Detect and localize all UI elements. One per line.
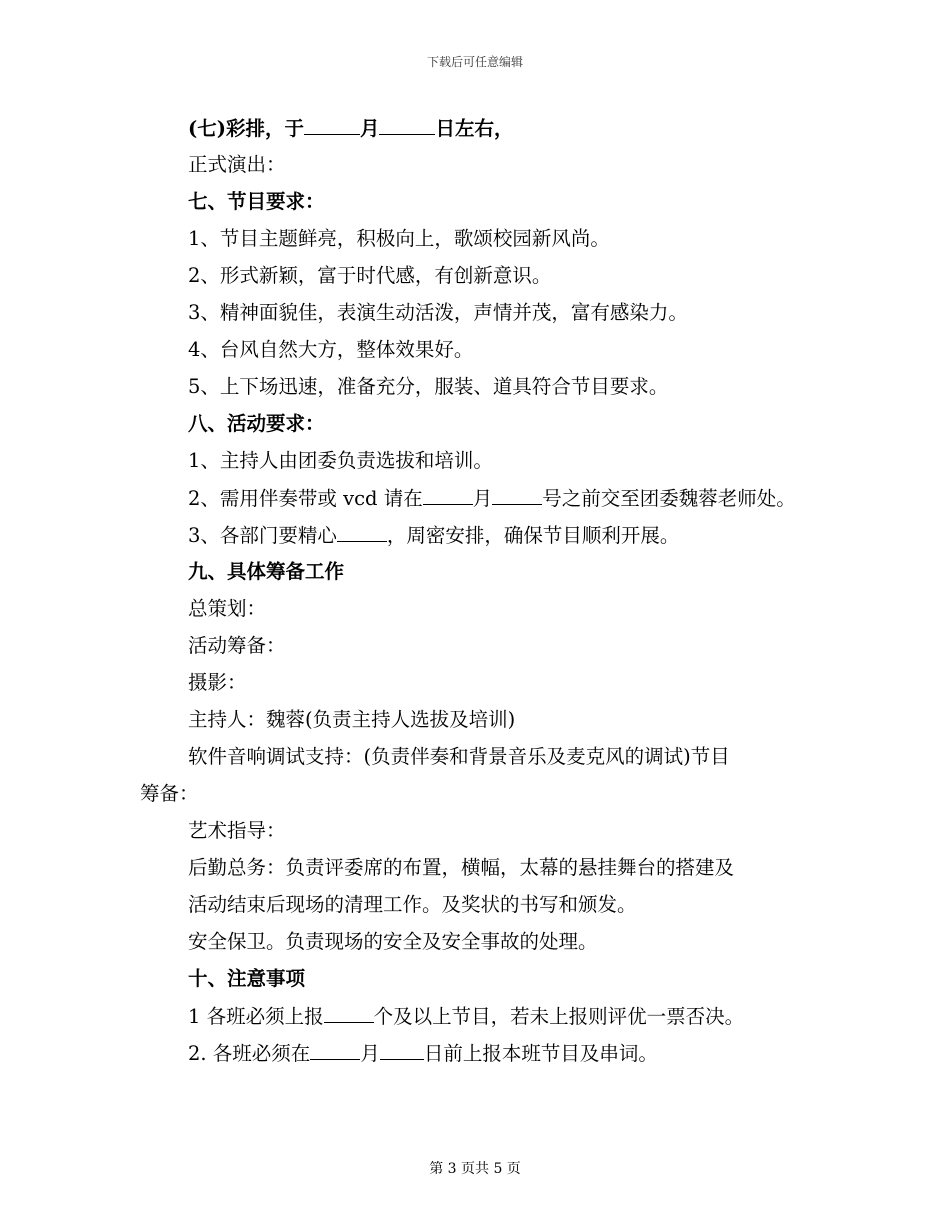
- paragraph: 活动筹备：: [188, 634, 286, 657]
- paragraph: 安全保卫。负责现场的安全及安全事故的处理。: [188, 930, 598, 953]
- text: 2、需用伴奏带或 vcd 请在: [188, 487, 423, 510]
- blank-field: [380, 1041, 424, 1060]
- text: 2. 各班必须在: [188, 1042, 311, 1065]
- paragraph: 主持人：魏蓉(负责主持人选拔及培训): [188, 708, 516, 731]
- text: 号之前交至团委魏蓉老师处。: [542, 487, 796, 510]
- paragraph: 总策划：: [188, 597, 267, 620]
- page-header: 下载后可任意编辑: [426, 55, 523, 69]
- list-item: 1、主持人由团委负责选拔和培训。: [188, 449, 493, 472]
- text: 3、各部门要精心: [188, 524, 337, 547]
- text: ，周密安排，确保节目顺利开展。: [386, 524, 680, 547]
- list-item: [188, 1004, 744, 1029]
- text: 月: [359, 117, 380, 140]
- page-footer: 第 3 页共 5 页: [429, 1161, 521, 1177]
- blank-field: [304, 116, 360, 135]
- paragraph: 后勤总务：负责评委席的布置，横幅，太幕的悬挂舞台的搭建及: [188, 856, 735, 879]
- paragraph: 正式演出：: [188, 153, 286, 176]
- list-item: 5、上下场迅速，准备充分，服装、道具符合节目要求。: [188, 375, 669, 398]
- list-item: 2、形式新颖，富于时代感，有创新意识。: [188, 264, 552, 287]
- section-heading-8: 八、活动要求：: [188, 412, 325, 435]
- blank-field: [379, 116, 435, 135]
- blank-field: [310, 1041, 360, 1060]
- list-item: 1、节目主题鲜亮，积极向上，歌颂校园新风尚。: [188, 227, 610, 250]
- text: 日前上报本班节目及串词。: [423, 1042, 658, 1065]
- paragraph: 活动结束后现场的清理工作。及奖状的书写和颁发。: [188, 893, 637, 916]
- text: 月: [472, 487, 493, 510]
- text: (七)彩排，于: [188, 117, 304, 140]
- section-heading-10: 十、注意事项: [188, 967, 306, 990]
- text: 月: [360, 1042, 380, 1065]
- text: 个及以上节目，若未上报则评优一票否决。: [373, 1005, 745, 1028]
- paragraph: 艺术指导：: [188, 819, 286, 842]
- list-item: 3、精神面貌佳，表演生动活泼，声情并茂，富有感染力。: [188, 301, 688, 324]
- rehearsal-line: [188, 116, 513, 141]
- list-item: [188, 1041, 658, 1066]
- text: 1 各班必须上报: [188, 1005, 324, 1028]
- paragraph: 软件音响调试支持：(负责伴奏和背景音乐及麦克风的调试)节目: [188, 745, 730, 768]
- list-item: [188, 486, 796, 511]
- paragraph: 摄影：: [188, 671, 247, 694]
- blank-field: [337, 523, 387, 542]
- blank-field: [492, 486, 542, 505]
- blank-field: [423, 486, 473, 505]
- paragraph: 筹备：: [140, 782, 199, 805]
- text: 日左右，: [435, 117, 514, 140]
- list-item: [188, 523, 679, 548]
- list-item: 4、台风自然大方，整体效果好。: [188, 338, 474, 361]
- blank-field: [324, 1004, 374, 1023]
- section-heading-9: 九、具体筹备工作: [188, 560, 345, 583]
- section-heading-7: 七、节目要求：: [188, 190, 325, 213]
